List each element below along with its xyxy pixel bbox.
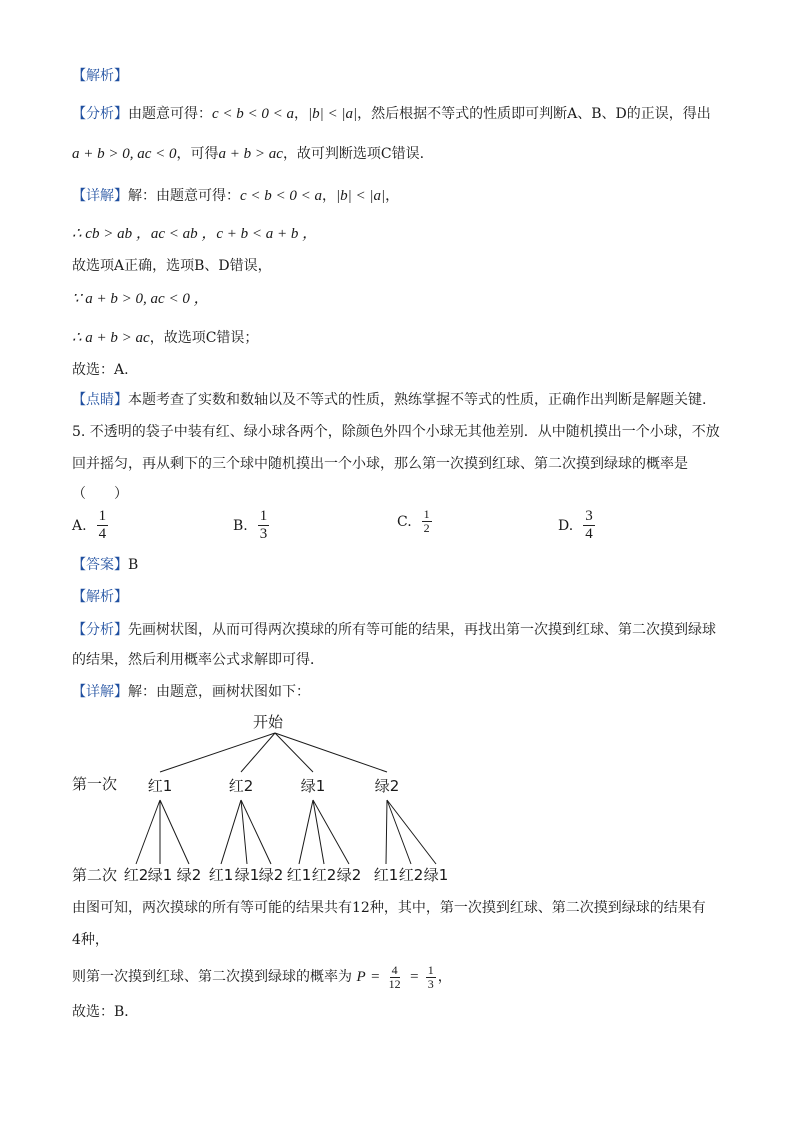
q5-line-3: （ ） — [72, 486, 128, 502]
probability-end: ， — [437, 969, 452, 985]
probability-eq-1: = — [370, 969, 381, 985]
tree-branch-1-3 — [160, 800, 189, 864]
q5-line-1: 5. 不透明的袋子中装有红、绿小球各两个，除颜色外四个小球无其他差别．从中随机摸出一个小球，不放 — [72, 424, 720, 440]
tree-root-label: 开始 — [252, 713, 284, 731]
probability-symbol: P — [356, 969, 366, 985]
tree-branch-root-3 — [275, 733, 313, 772]
answer-value: B — [128, 557, 139, 573]
result-line-1: 由图可知，两次摸球的所有等可能的结果共有12种，其中，第一次摸到红球、第二次摸到绿球的结果有 — [72, 900, 706, 916]
detail-step-2: 故选项A正确，选项B、D错误， — [72, 258, 272, 274]
analysis-lead: 由题意可得： — [128, 106, 212, 122]
option-d-letter: D. — [558, 517, 574, 534]
q5-detail-tag: 【详解】 — [72, 684, 128, 700]
tree-node-level1-4: 绿2 — [374, 777, 400, 795]
tree-branch-2-2 — [241, 800, 247, 864]
q5-analysis-tag: 【分析】 — [72, 622, 128, 638]
option-a-letter: A. — [72, 517, 87, 534]
analysis-sep: ， — [294, 106, 309, 122]
tree-level2-label: 第二次 — [72, 866, 118, 884]
option-c-num: 1 — [423, 507, 430, 521]
tree-node-level2-2-3: 绿2 — [258, 866, 284, 884]
tree-branch-2-1 — [221, 800, 241, 864]
detail-ineq-2: |b| < |a| — [336, 188, 386, 204]
tree-node-level2-2-1: 红1 — [208, 866, 234, 884]
dianjing-tag: 【点睛】 — [72, 392, 128, 408]
probability-f2-num: 1 — [427, 962, 434, 977]
option-b-den: 3 — [259, 526, 268, 542]
tree-branch-2-3 — [241, 800, 271, 864]
q5-analysis-line-2: 的结果，然后利用概率公式求解即可得． — [72, 652, 324, 668]
tree-branch-4-1 — [386, 800, 387, 864]
probability-fraction-2 — [426, 964, 436, 991]
tree-node-level2-2-2: 绿1 — [234, 866, 260, 884]
probability-f1-num: 4 — [391, 962, 398, 977]
tree-node-level2-1-3: 绿2 — [176, 866, 202, 884]
tree-branch-root-4 — [275, 733, 387, 772]
option-c-letter: C. — [397, 513, 412, 530]
tree-level1-label: 第一次 — [72, 775, 118, 793]
tree-branch-4-2 — [387, 800, 411, 864]
tree-branches — [136, 733, 436, 864]
choose-b: 故选：B． — [72, 1004, 139, 1020]
q5-jiexi-heading: 【解析】 — [72, 589, 128, 605]
probability-fraction-1 — [387, 964, 403, 991]
detail-step-1: ∴ cb > ab ，ac < ab ，c + b < a + b ， — [72, 226, 318, 242]
analysis-conclusion: ，故可判断选项C错误. — [282, 146, 425, 162]
answer-tag: 【答案】 — [72, 557, 128, 573]
tree-node-level2-4-1: 红1 — [373, 866, 399, 884]
analysis-ineq-1: c < b < 0 < a — [212, 106, 295, 122]
option-d-num: 3 — [585, 508, 593, 524]
probability-f1-den: 12 — [388, 976, 401, 991]
tree-node-level2-1-1: 红2 — [123, 866, 149, 884]
tree-node-level1-1: 红1 — [147, 777, 173, 795]
dianjing-text: 本题考查了实数和数轴以及不等式的性质，熟练掌握不等式的性质，正确作出判断是解题关键. — [128, 392, 707, 408]
tree-node-level2-3-1: 红1 — [286, 866, 312, 884]
result-line-2: 4种， — [72, 932, 109, 948]
probability-line — [72, 962, 452, 992]
analysis-mid: ，可得 — [176, 146, 219, 162]
tree-node-level2-4-3: 绿1 — [423, 866, 449, 884]
tree-node-level1-3: 绿1 — [300, 777, 326, 795]
detail-step-3: ∵ a + b > 0, ac < 0 ， — [72, 291, 209, 307]
tree-node-level2-3-2: 红2 — [311, 866, 337, 884]
analysis-rest: ，然后根据不等式的性质即可判断A、B、D的正误，得出 — [357, 106, 711, 122]
tree-node-level2-1-2: 绿1 — [147, 866, 173, 884]
detail-end: ， — [385, 188, 400, 204]
detail-step-4-math: ∴ a + b > ac — [72, 330, 150, 346]
option-b-letter: B. — [233, 517, 248, 534]
detail-ineq-1: c < b < 0 < a — [240, 188, 323, 204]
analysis-math-1: a + b > 0, ac < 0 — [72, 146, 177, 162]
detail-sep: ， — [322, 188, 337, 204]
q5-line-2: 回并摇匀，再从剩下的三个球中随机摸出一个小球，那么第一次摸到红球、第二次摸到绿球的概率是 — [72, 456, 688, 472]
tree-branch-4-3 — [387, 800, 436, 864]
tree-nodes — [124, 777, 449, 884]
analysis-tag: 【分析】 — [72, 106, 128, 122]
analysis-ineq-2: |b| < |a| — [308, 106, 358, 122]
jiexi-heading: 【解析】 — [72, 68, 128, 84]
probability-eq-2: = — [409, 969, 420, 985]
tree-branch-3-1 — [299, 800, 313, 864]
option-a-num: 1 — [98, 508, 107, 524]
option-d-den: 4 — [585, 526, 593, 542]
detail-tag: 【详解】 — [72, 188, 128, 204]
probability-lead: 则第一次摸到红球、第二次摸到绿球的概率为 — [72, 969, 352, 985]
tree-node-level2-3-3: 绿2 — [336, 866, 362, 884]
choose-a: 故选：A. — [72, 362, 129, 378]
detail-lead: 解：由题意可得： — [128, 188, 240, 204]
option-a-den: 4 — [98, 526, 107, 542]
q5-analysis-text-1: 先画树状图，从而可得两次摸球的所有等可能的结果，再找出第一次摸到红球、第二次摸到绿球 — [128, 622, 716, 638]
detail-step-4-rest: ，故选项C错误； — [149, 330, 259, 346]
option-c-den: 2 — [423, 521, 430, 535]
option-b-num: 1 — [259, 508, 268, 524]
analysis-math-2: a + b > ac — [218, 146, 283, 162]
q5-detail-text: 解：由题意，画树状图如下： — [128, 684, 310, 700]
tree-node-level1-2: 红2 — [228, 777, 254, 795]
tree-node-level2-4-2: 红2 — [398, 866, 424, 884]
tree-branch-1-1 — [136, 800, 160, 864]
probability-f2-den: 3 — [427, 976, 434, 991]
